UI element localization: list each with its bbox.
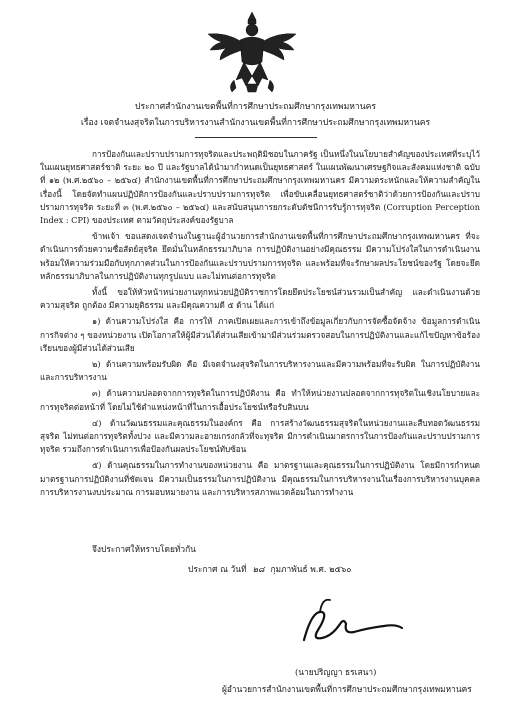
principle-item-2: ๒) ด้านความพร้อมรับผิด คือ มีเจตจำนงสุจริตในการบริหารงานและมีความพร้อมที่จะรับผิด ในการปฏิบัติงานและการบริหารงาน	[40, 359, 480, 383]
garuda-emblem-icon	[204, 6, 300, 98]
document-body	[40, 148, 480, 502]
closing-statement: จึงประกาศให้ทราบโดยทั่วกัน	[92, 544, 196, 554]
principle-item-3: ๓) ด้านความปลอดจากการทุจริตในการปฏิบัติงาน คือ ทำให้หน่วยงานปลอดจากการทุจริตในเชิงนโยบายและการทุจริตต่อหน้าที่ โดยไม่ใช้ตำแหน่งหน้าที่ในการเอื้อประโยชน์หรือรับสินบน	[40, 388, 480, 412]
signatory-title: ผู้อำนวยการสำนักงานเขตพื้นที่การศึกษาประถมศึกษากรุงเทพมหานคร	[222, 684, 472, 694]
title-divider	[195, 137, 317, 138]
handwritten-signature	[290, 588, 410, 658]
principle-item-1: ๑) ด้านความโปร่งใส คือ การให้ ภาคเปิดเผยและการเข้าถึงข้อมูลเกี่ยวกับการจัดซื้อจัดจ้าง ข้อมูลการดำเนินการกิจต่าง ๆ ของหน่วยงาน เปิดโอกาสให้ผู้มีส่วนได้ส่วนเสียเข้ามามีส่วนร่วมตรวจสอบในการปฏิบัติงานและแก้ไขปัญหาข้อร้องเรียนของผู้มีส่วนได้ส่วนเสีย	[40, 316, 480, 353]
principle-item-4: ๔) ด้านวัฒนธรรมและคุณธรรมในองค์กร คือ การสร้างวัฒนธรรมสุจริตในหน่วยงานและสืบทอดวัฒนธรรมสุจริต ไม่ทนต่อการทุจริตทั้งปวง และมีความละอายเกรงกลัวที่จะทุจริต มีการดำเนินมาตรการในการป้องกันและปราบปรามการทุจริต รวมถึงการดำเนินการเพื่อป้องกันผลประโยชน์ทับซ้อน	[40, 417, 480, 455]
body-paragraph-3: ทั้งนี้ ขอให้หัวหน้าหน่วยงานทุกหน่วยปฏิบัติราชการโดยยึดประโยชน์ส่วนรวมเป็นสำคัญ และดำเนินงานด้วยความสุจริต ถูกต้อง มีความยุติธรรม และมีคุณความดี ๕ ด้าน ได้แก่	[40, 287, 480, 311]
date-day: ๒๘	[252, 564, 265, 574]
body-paragraph-1: การป้องกันและปราบปรามการทุจริตและประพฤติมิชอบในภาครัฐ เป็นหนึ่งในนโยบายสำคัญของประเทศที่ระบุไว้ในแผนยุทธศาสตร์ชาติ ระยะ ๒๐ ปี และรัฐบาลได้นำมากำหนดเป็นยุทธศาสตร์ ในแผนพัฒนาเศรษฐกิจและสังคมแห่งชาติ ฉบับที่ ๑๒ (พ.ศ.๒๕๖๐ – ๒๕๖๔) สำนักงานเขตพื้นที่การศึกษาประถมศึกษากรุงเทพมหานคร มีความตระหนักและให้ความสำคัญในเรื่องนี้ โดยจัดทำแผนปฏิบัติการป้องกันและปราบปรามการทุจริต เพื่อขับเคลื่อนยุทธศาสตร์ชาติว่าด้วยการป้องกันและปราบปรามการทุจริต ระยะที่ ๓ (พ.ศ.๒๕๖๐ – ๒๕๖๔) และสนับสนุนการยกระดับดัชนีการรับรู้การทุจริต (Corruption Perception Index : CPI) ของประเทศ ตามวัตถุประสงค์ของรัฐบาล	[40, 149, 480, 226]
date-month-year: กุมภาพันธ์ พ.ศ. ๒๕๖๐	[270, 564, 352, 574]
announcement-date	[188, 562, 351, 576]
body-paragraph-2: ข้าพเจ้า ขอแสดงเจตจำนงในฐานะผู้อำนวยการสำนักงานเขตพื้นที่การศึกษาประถมศึกษากรุงเทพมหานคร ที่จะดำเนินการด้วยความซื่อสัตย์สุจริต ยึดมั่นในหลักธรรมาภิบาล การปฏิบัติงานอย่างมีคุณธรรม มีความโปร่งใสในการดำเนินงาน พร้อมให้ความร่วมมือกับทุกภาคส่วนในการป้องกันและปราบปรามการทุจริต และพร้อมที่จะรักษาผลประโยชน์ของรัฐ โดยจะยึดหลักธรรมาภิบาลในการปฏิบัติงานทุกรูปแบบ และไม่ทนต่อการทุจริต	[40, 231, 480, 281]
signatory-name: (นายปริญญา ธรเสนา)	[295, 667, 377, 677]
principle-item-5: ๕) ด้านคุณธรรมในการทำงานของหน่วยงาน คือ มาตรฐานและคุณธรรมในการปฏิบัติงาน โดยมีการกำหนดมาตรฐานการปฏิบัติงานที่ชัดเจน มีความเป็นธรรมในการปฏิบัติงาน มีคุณธรรมในการบริหารงานในเรื่องการบริหารงานบุคคล การบริหารงานงบประมาณ การมอบหมายงาน และการบริหารสภาพแวดล้อมในการทำงาน	[40, 460, 480, 497]
date-prefix: ประกาศ ณ วันที่	[188, 564, 247, 574]
document-title: ประกาศสำนักงานเขตพื้นที่การศึกษาประถมศึกษากรุงเทพมหานคร	[135, 102, 376, 112]
document-subject: เรื่อง เจตจำนงสุจริตในการบริหารงานสำนักงานเขตพื้นที่การศึกษาประถมศึกษากรุงเทพมหานคร	[80, 118, 431, 128]
